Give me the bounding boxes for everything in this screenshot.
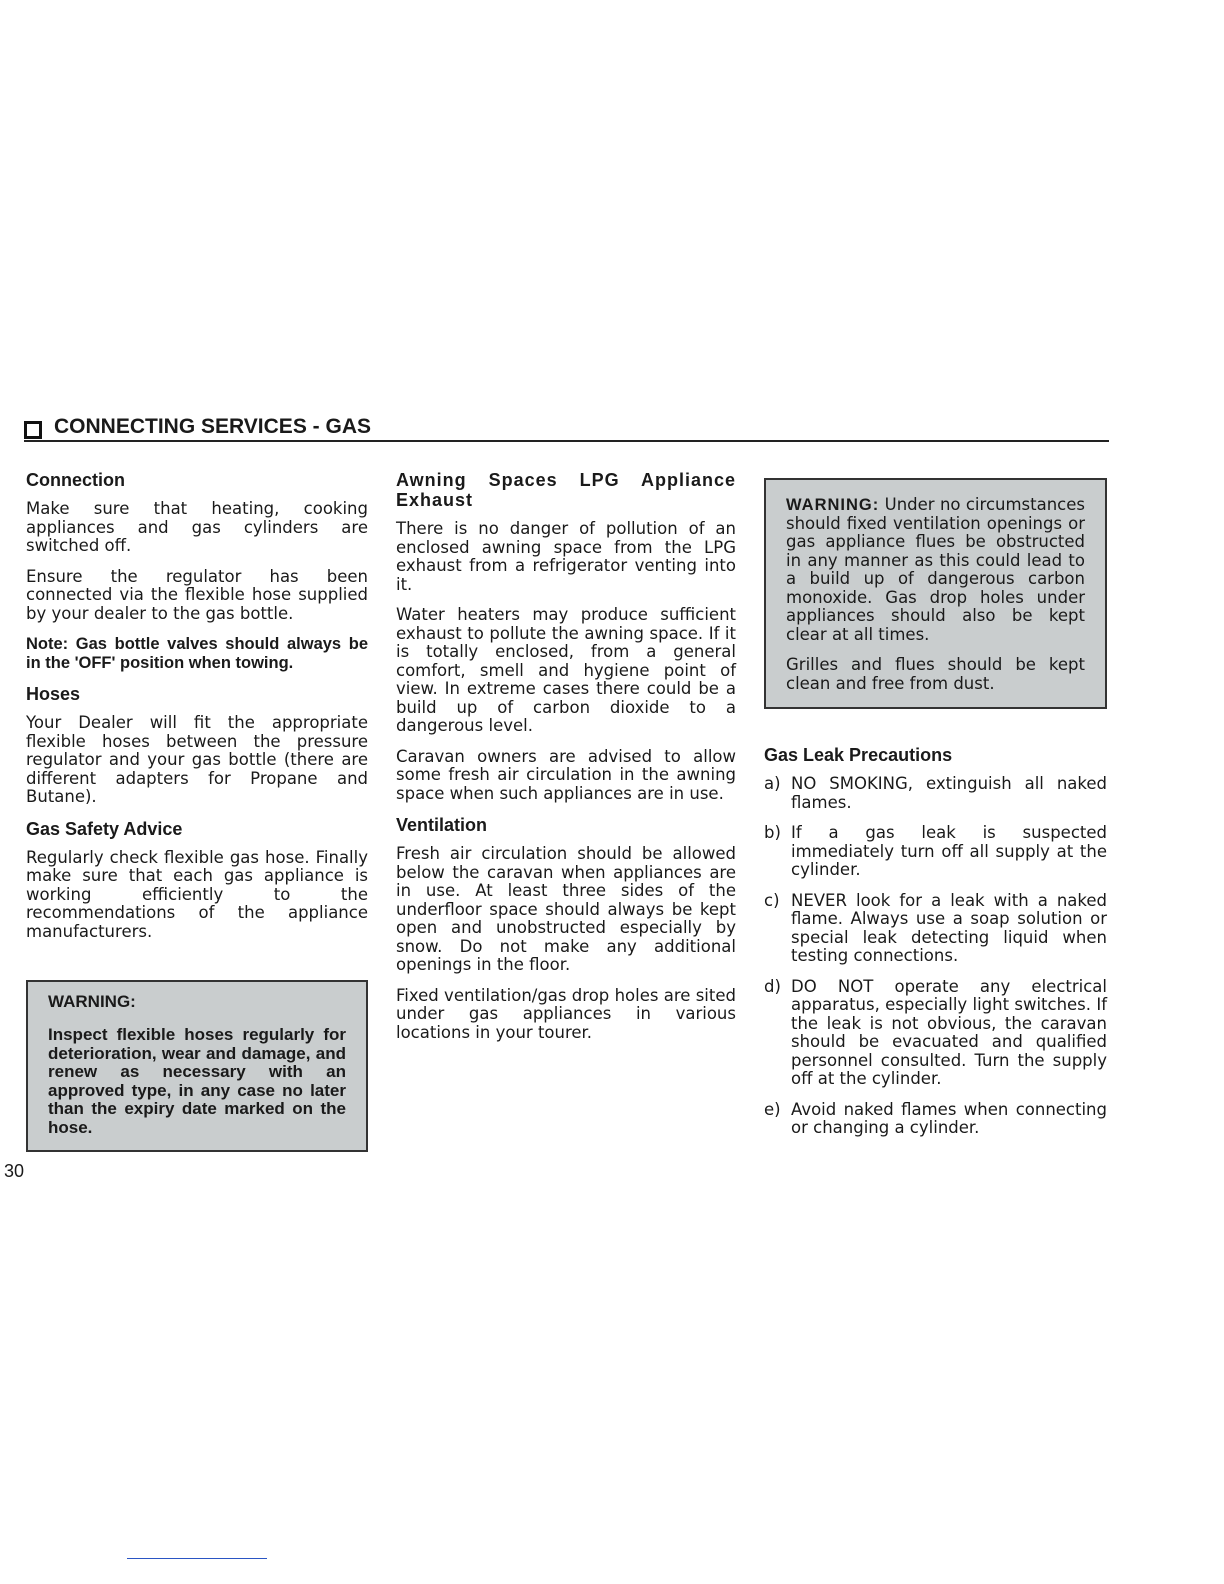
list-item	[764, 978, 1107, 1089]
ventilation-paragraph-2: Fixed ventilation/gas drop holes are sited under gas appliances in various locations in your tourer.	[396, 985, 736, 1042]
list-marker: b)	[764, 823, 781, 842]
list-item	[764, 1101, 1107, 1138]
connection-paragraph-2: Ensure the regulator has been connected via the flexible hose supplied by your dealer to the gas bottle.	[26, 566, 368, 623]
column-middle	[396, 470, 736, 1054]
list-item-text: NEVER look for a leak with a naked flame. Always use a soap solution or special leak detecting liquid when testing connections.	[791, 890, 1107, 965]
hose-warning-title: WARNING:	[48, 992, 136, 1011]
awning-paragraph-1: There is no danger of pollution of an enclosed awning space from the LPG exhaust from a refrigerator venting into it.	[396, 519, 736, 594]
connection-heading: Connection	[26, 470, 125, 490]
precautions-heading: Gas Leak Precautions	[764, 745, 953, 765]
ventilation-warning-box	[764, 478, 1107, 709]
towing-note: Note: Gas bottle valves should always be in the 'OFF' position when towing.	[26, 635, 368, 672]
list-item-text: Avoid naked flames when connecting or changing a cylinder.	[791, 1099, 1107, 1137]
list-item	[764, 775, 1107, 812]
grilles-warning-text: Grilles and flues should be kept clean and free from dust.	[786, 655, 1085, 693]
list-marker: d)	[764, 976, 781, 996]
hose-warning-box	[26, 980, 368, 1152]
page-heading	[24, 412, 1109, 442]
ventilation-warning-title: WARNING:	[786, 496, 880, 514]
connection-paragraph-1: Make sure that heating, cooking appliances and gas cylinders are switched off.	[26, 499, 368, 555]
page-number: 30	[4, 1161, 25, 1181]
list-marker: c)	[764, 890, 780, 910]
ventilation-heading: Ventilation	[396, 815, 488, 835]
hoses-paragraph: Your Dealer will fit the appropriate flexible hoses between the pressure regulator and your gas bottle (there are different adapters for Propane and Butane).	[26, 713, 368, 806]
awning-paragraph-2: Water heaters may produce sufficient exhaust to pollute the awning space. If it is totally enclosed, from a general comfort, smell and hygiene point of view. In extreme cases there could be a build up of carbon dioxide to a dangerous level.	[396, 605, 736, 735]
checkbox-square-icon	[24, 421, 42, 439]
list-marker: a)	[764, 774, 781, 793]
list-item	[764, 824, 1107, 880]
list-item-text: DO NOT operate any electrical apparatus, especially light switches. If the leak is not obvious, the caravan should be evacuated and qualified personnel consulted. Turn the supply off at the cylinder.	[791, 976, 1107, 1088]
hoses-heading: Hoses	[26, 684, 81, 704]
safety-advice-heading: Gas Safety Advice	[26, 818, 183, 839]
column-left	[26, 470, 368, 953]
awning-paragraph-3: Caravan owners are advised to allow some fresh air circulation in the awning space when such appliances are in use.	[396, 746, 736, 803]
awning-heading: Awning Spaces LPG Appliance Exhaust	[396, 470, 736, 510]
precautions-list	[764, 775, 1107, 1138]
page-title: CONNECTING SERVICES - GAS	[54, 415, 371, 438]
column-right	[764, 478, 1107, 1150]
list-marker: e)	[764, 1099, 781, 1119]
ventilation-paragraph-1: Fresh air circulation should be allowed below the caravan when appliances are in use. At least three sides of the underfloor space should always be kept open and unobstructed especially by snow. Do not make any additional openings in the floor.	[396, 844, 736, 974]
list-item-text: NO SMOKING, extinguish all naked flames.	[791, 774, 1107, 812]
hose-warning-text: Inspect flexible hoses regularly for deterioration, wear and damage, and renew as necessary with an approved type, in any case no later than the expiry date marked on the hose.	[48, 1025, 346, 1137]
list-item	[764, 892, 1107, 966]
safety-advice-paragraph: Regularly check flexible gas hose. Finally make sure that each gas appliance is working efficiently to the recommendations of the appliance manufacturers.	[26, 847, 368, 941]
ventilation-warning-text: Under no circumstances should fixed ventilation openings or gas appliance flues be obstructed in any manner as this could lead to a build up of dangerous carbon monoxide. Gas drop holes under appliances should also be kept clear at all times.	[786, 495, 1085, 644]
footer-rule	[127, 1558, 267, 1559]
list-item-text: If a gas leak is suspected immediately turn off all supply at the cylinder.	[791, 823, 1107, 879]
